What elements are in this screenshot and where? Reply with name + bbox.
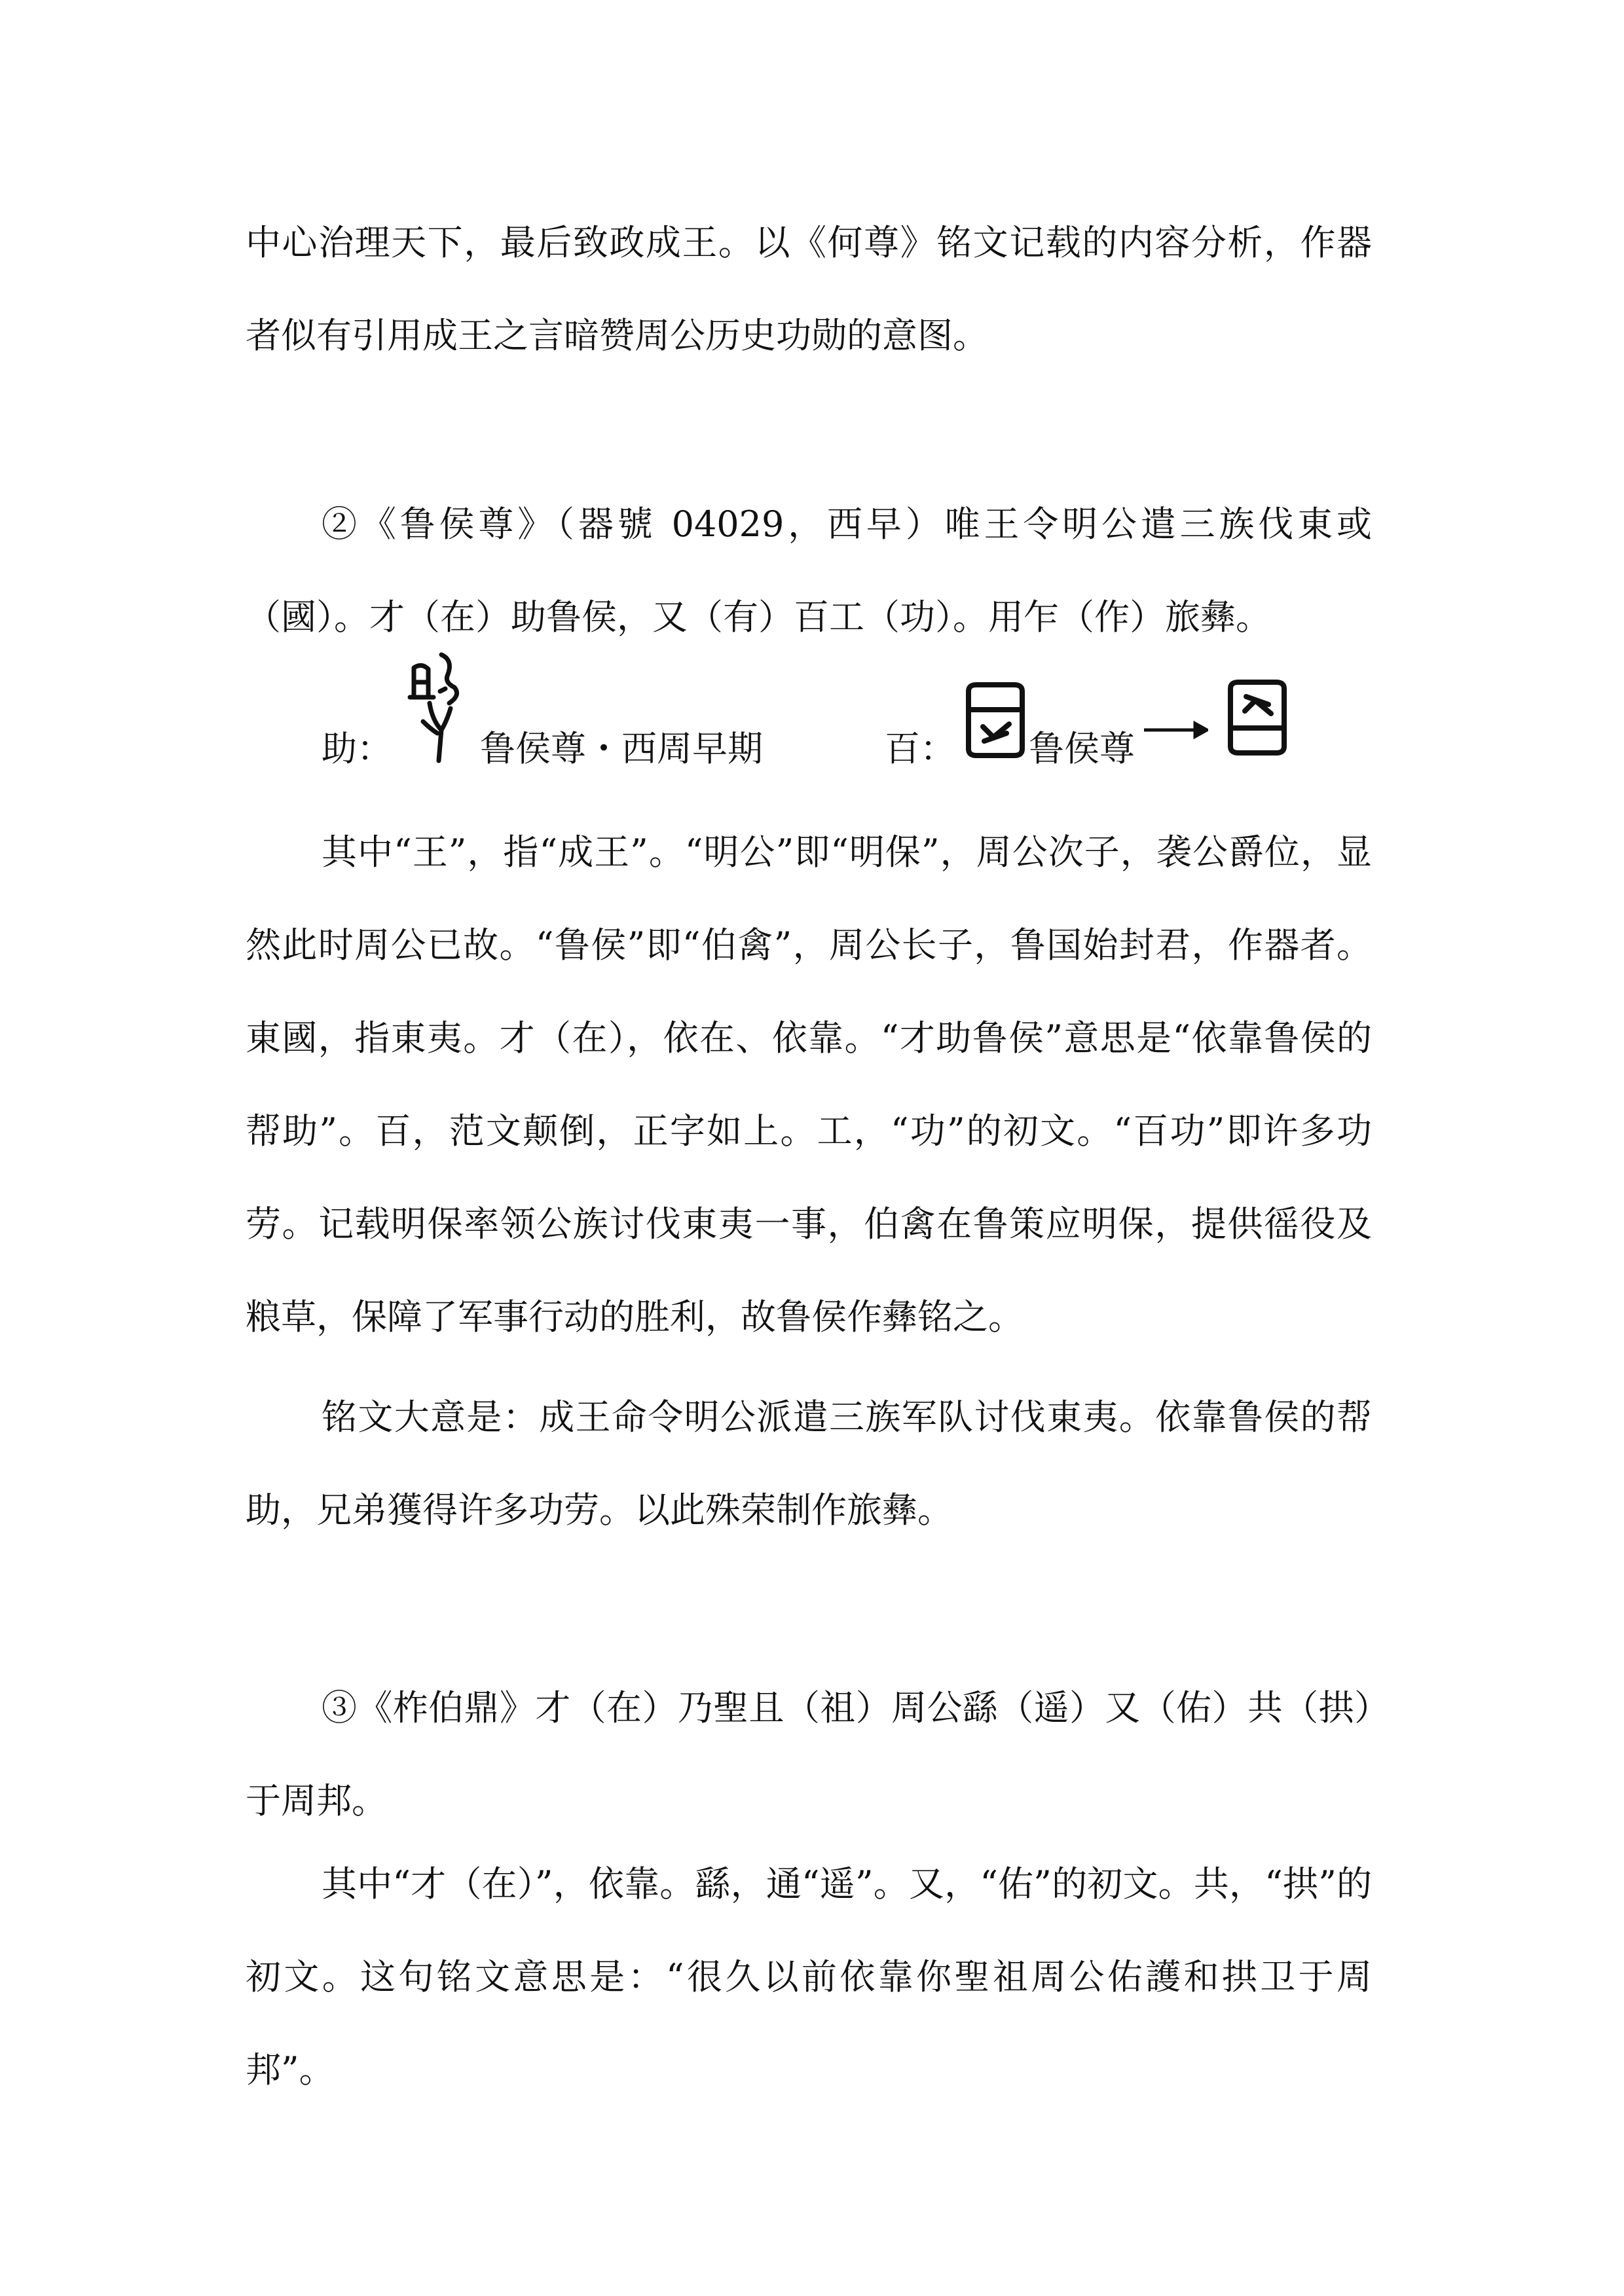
glyph-bai-label: 百： <box>885 728 955 769</box>
paragraph-zuo-bo-ding-commentary: 其中“才（在）”，依靠。繇，通“遥”。又，“佑”的初文。共，“拱”的初文。这句铭文意思是：“很久以前依靠你聖祖周公佑護和拱卫于周邦”。 <box>246 1863 1372 2090</box>
glyph-illustration-row <box>0 648 1624 792</box>
bronze-glyph-bai-upright-image <box>1221 678 1293 757</box>
arrow-right-icon <box>1143 720 1208 740</box>
paragraph-inscription-meaning: 铭文大意是：成王命令明公派遣三族军队讨伐東夷。依靠鲁侯的帮助，兄弟獲得许多功劳。以此殊荣制作旅彝。 <box>246 1396 1372 1531</box>
glyph-bai-caption: 鲁侯尊 <box>1029 728 1135 769</box>
glyph-zhu-caption: 鲁侯尊・西周早期 <box>480 728 763 769</box>
paragraph-commentary: 其中“王”，指“成王”。“明公”即“明保”，周公次子，袭公爵位，显然此时周公已故。“鲁侯”即“伯禽”，周公长子，鲁国始封君，作器者。東國，指東夷。才（在），依在、依靠。“才助鲁侯”意思是“依靠鲁侯的帮助”。百，范文颠倒，正字如上。工，“功”的初文。“百功”即许多功劳。记载明保率领公族讨伐東夷一事，伯禽在鲁策应明保，提供徭役及粮草，保障了军事行动的胜利，故鲁侯作彝铭之。 <box>246 831 1372 1338</box>
bronze-glyph-bai-inverted-image <box>959 681 1031 759</box>
paragraph-lu-hou-zun-inscription: ②《鲁侯尊》（器號 04029，西早）唯王令明公遣三族伐東或（國）。才（在）助鲁侯，又（有）百工（功）。用乍（作）旅彝。 <box>246 503 1372 638</box>
paragraph-zuo-bo-ding-inscription: ③《柞伯鼎》才（在）乃聖且（祖）周公繇（遥）又（佑）共（拱）于周邦。 <box>246 1687 1372 1821</box>
glyph-zhu-label: 助： <box>322 728 392 769</box>
paragraph-intro-continuation: 中心治理天下，最后致政成王。以《何尊》铭文记载的内容分析，作器者似有引用成王之言暗赞周公历史功勋的意图。 <box>246 222 1372 356</box>
bronze-glyph-zhu-image <box>401 648 479 766</box>
